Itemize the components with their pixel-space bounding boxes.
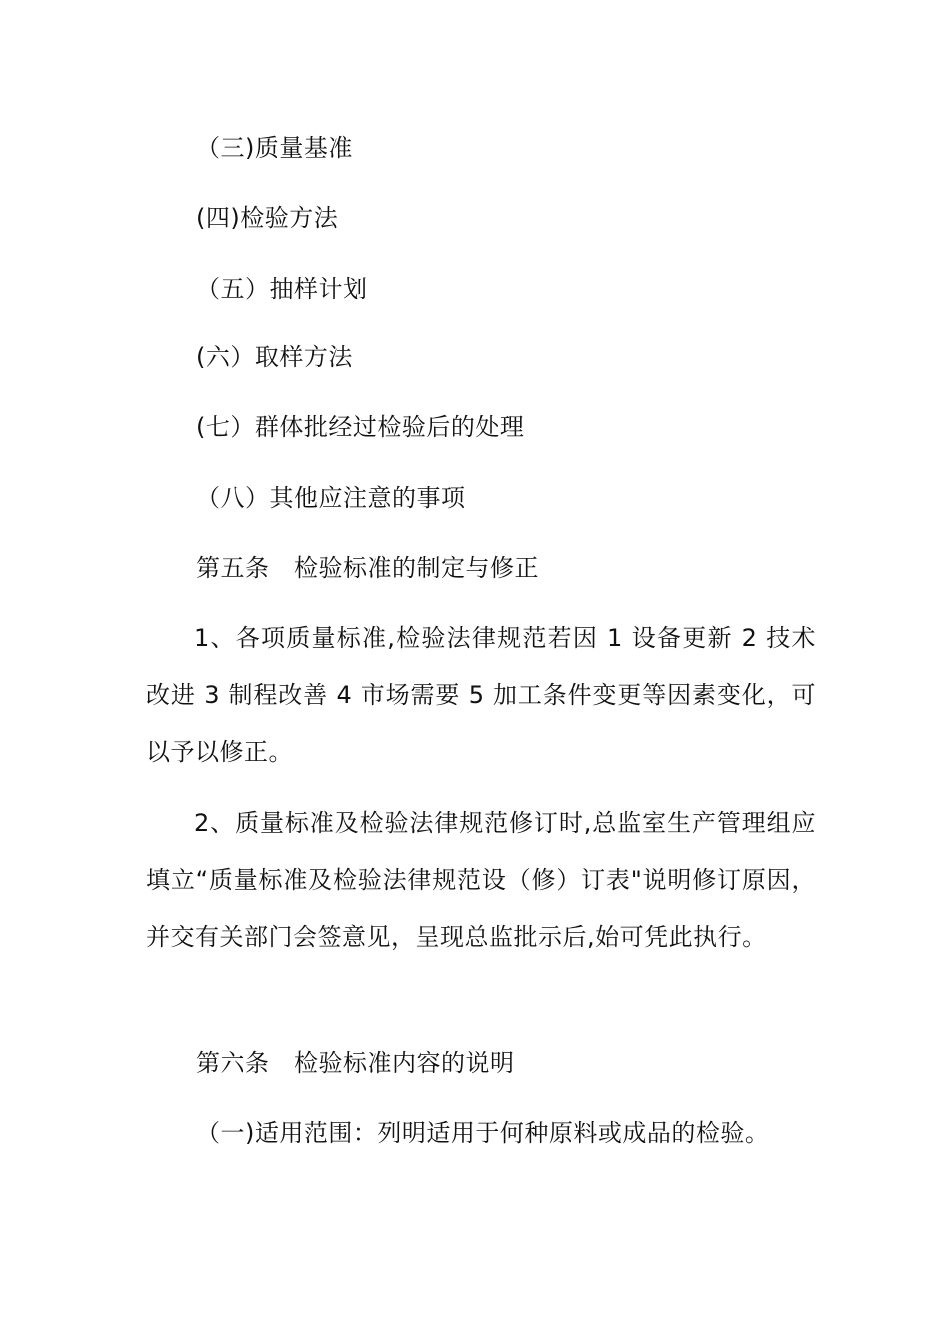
list-item-other-notes: （八）其他应注意的事项 xyxy=(196,484,466,512)
list-item-sampling-method: (六）取样方法 xyxy=(196,343,353,371)
article-5-heading: 第五条 检验标准的制定与修正 xyxy=(196,554,539,582)
article-6-heading: 第六条 检验标准内容的说明 xyxy=(196,1049,515,1077)
list-item-sampling-plan: （五）抽样计划 xyxy=(196,275,368,303)
article-5-paragraph-2: 2、质量标准及检验法律规范修订时,总监室生产管理组应填立“质量标准及检验法律规范设（修）订表"说明修订原因，并交有关部门会签意见，呈现总监批示后,始可凭此执行。 xyxy=(146,809,816,951)
article-5-paragraph-1: 1、各项质量标准,检验法律规范若因 1 设备更新 2 技术改进 3 制程改善 4 市场需要 5 加工条件变更等因素变化，可以予以修正。 xyxy=(146,624,816,766)
list-item-lot-handling: (七）群体批经过检验后的处理 xyxy=(196,413,525,441)
list-item-quality-standard: （三)质量基准 xyxy=(196,134,353,162)
article-6-item-scope: （一)适用范围：列明适用于何种原料或成品的检验。 xyxy=(196,1119,770,1147)
list-item-inspection-method: (四)检验方法 xyxy=(196,204,339,232)
